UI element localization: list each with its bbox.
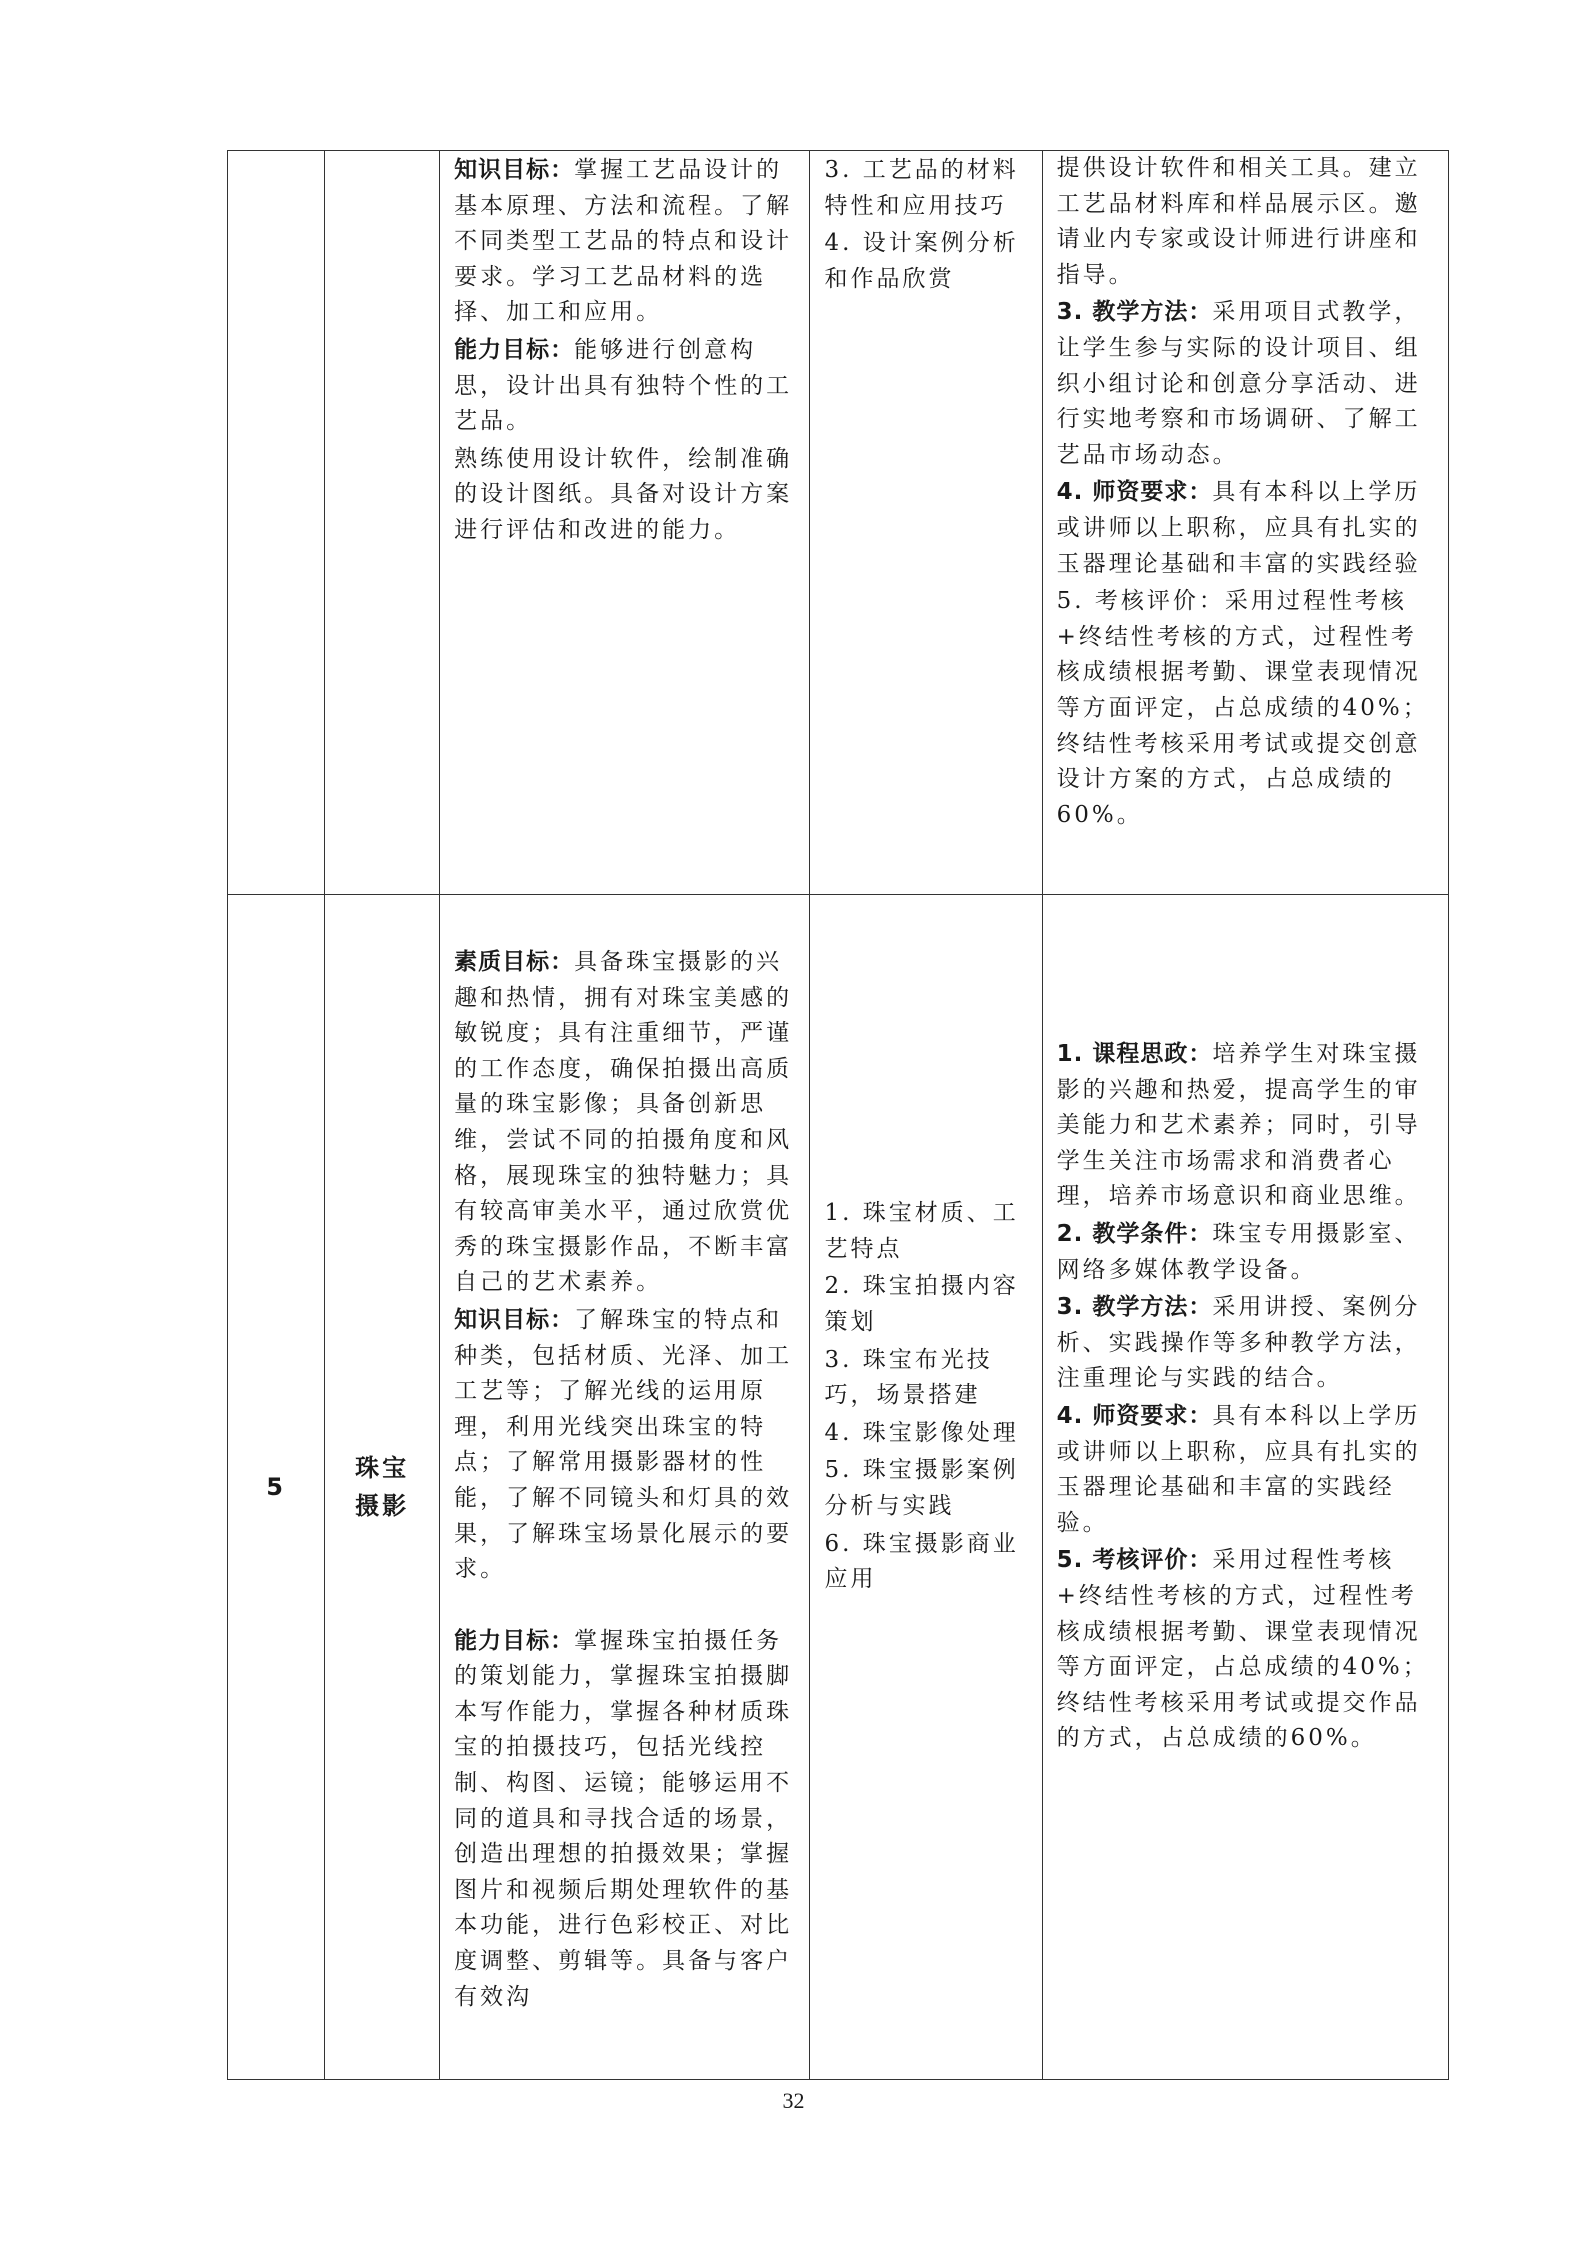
teaching-conditions: 2. 教学条件：珠宝专用摄影室、网络多媒体教学设备。 bbox=[1056, 1221, 1421, 1283]
curriculum-table bbox=[227, 150, 1449, 2080]
teacher-requirement: 4. 师资要求：具有本科以上学历或讲师以上职称，应具有扎实的玉器理论基础和丰富的实践经验。 bbox=[1056, 1403, 1421, 1536]
content-item: 5. 珠宝摄影案例分析与实践 bbox=[824, 1457, 1019, 1519]
conditions-text: 提供设计软件和相关工具。建立工艺品材料库和样品展示区。邀请业内专家或设计师进行讲座和指导。 bbox=[1056, 155, 1421, 288]
requirements-cell bbox=[1042, 151, 1448, 895]
quality-objective: 素质目标：具备珠宝摄影的兴趣和热情，拥有对珠宝美感的敏锐度；具有注重细节，严谨的工作态度，确保拍摄出高质量的珠宝影像；具备创新思维，尝试不同的拍摄角度和风格，展现珠宝的独特魅力；具有较高审美水平，通过欣赏优秀的珠宝摄影作品，不断丰富自己的艺术素养。 bbox=[454, 949, 793, 1296]
content-item: 3. 珠宝布光技巧，场景搭建 bbox=[824, 1346, 993, 1409]
requirements-cell bbox=[1042, 895, 1448, 2080]
course-ideology: 1. 课程思政：培养学生对珠宝摄影的兴趣和热爱，提高学生的审美能力和艺术素养；同时，引导学生关注市场需求和消费者心理，培养市场意识和商业思维。 bbox=[1056, 1041, 1421, 1210]
knowledge-objective: 知识目标：了解珠宝的特点和种类，包括材质、光泽、加工工艺等；了解光线的运用原理，利用光线突出珠宝的特点；了解常用摄影器材的性能，了解不同镜头和灯具的效果，了解珠宝场景化展示的要求。 bbox=[454, 1306, 793, 1583]
assessment: 5. 考核评价：采用过程性考核+终结性考核的方式，过程性考核成绩根据考勤、课堂表现情况等方面评定，占总成绩的40%；终结性考核采用考试或提交作品的方式，占总成绩的60%。 bbox=[1056, 1547, 1429, 1752]
content-item: 4. 设计案例分析和作品欣赏 bbox=[824, 230, 1019, 292]
teaching-method: 3. 教学方法：采用讲授、案例分析、实践操作等多种教学方法，注重理论与实践的结合。 bbox=[1056, 1294, 1421, 1392]
teaching-method: 3. 教学方法：采用项目式教学，让学生参与实际的设计项目、组织小组讨论和创意分享活动、进行实地考察和市场调研、了解工艺品市场动态。 bbox=[1056, 299, 1421, 468]
table-row-continued bbox=[228, 151, 1449, 895]
course-name-cell bbox=[325, 151, 440, 895]
course-name-cell bbox=[325, 895, 440, 2080]
course-name: 珠宝摄影 bbox=[355, 1454, 410, 1520]
content-cell bbox=[810, 895, 1042, 2080]
knowledge-objective: 知识目标：掌握工艺品设计的基本原理、方法和流程。了解不同类型工艺品的特点和设计要求。学习工艺品材料的选择、加工和应用。 bbox=[454, 157, 793, 326]
row-number: 5 bbox=[266, 1473, 286, 1501]
objectives-cell bbox=[440, 895, 810, 2080]
content-item: 1. 珠宝材质、工艺特点 bbox=[824, 1200, 1019, 1262]
content-item: 3. 工艺品的材料特性和应用技巧 bbox=[824, 157, 1019, 219]
content-item: 4. 珠宝影像处理 bbox=[824, 1419, 1019, 1446]
ability-objective-2: 熟练使用设计软件，绘制准确的设计图纸。具备对设计方案进行评估和改进的能力。 bbox=[454, 445, 793, 543]
ability-objective: 能力目标：掌握珠宝拍摄任务的策划能力，掌握珠宝拍摄脚本写作能力，掌握各种材质珠宝的拍摄技巧，包括光线控制、构图、运镜；能够运用不同的道具和寻找合适的场景，创造出理想的拍摄效果；掌握图片和视频后期处理软件的基本功能，进行色彩校正、对比度调整、剪辑等。具备与客户有效沟 bbox=[454, 1627, 793, 2010]
number-cell bbox=[228, 151, 325, 895]
content-cell bbox=[810, 151, 1042, 895]
ability-objective: 能力目标：能够进行创意构思，设计出具有独特个性的工艺品。 bbox=[454, 336, 793, 435]
number-cell bbox=[228, 895, 325, 2080]
teacher-requirement: 4. 师资要求：具有本科以上学历或讲师以上职称，应具有扎实的玉器理论基础和丰富的实践经验 bbox=[1056, 479, 1421, 577]
content-item: 6. 珠宝摄影商业应用 bbox=[824, 1530, 1019, 1593]
page-number: 32 bbox=[782, 2088, 805, 2113]
table-row-5 bbox=[228, 895, 1449, 2080]
assessment: 5. 考核评价：采用过程性考核+终结性考核的方式，过程性考核成绩根据考勤、课堂表现情况等方面评定，占总成绩的40%；终结性考核采用考试或提交创意设计方案的方式，占总成绩的60%。 bbox=[1056, 588, 1429, 828]
objectives-cell bbox=[440, 151, 810, 895]
content-item: 2. 珠宝拍摄内容策划 bbox=[824, 1273, 1019, 1336]
